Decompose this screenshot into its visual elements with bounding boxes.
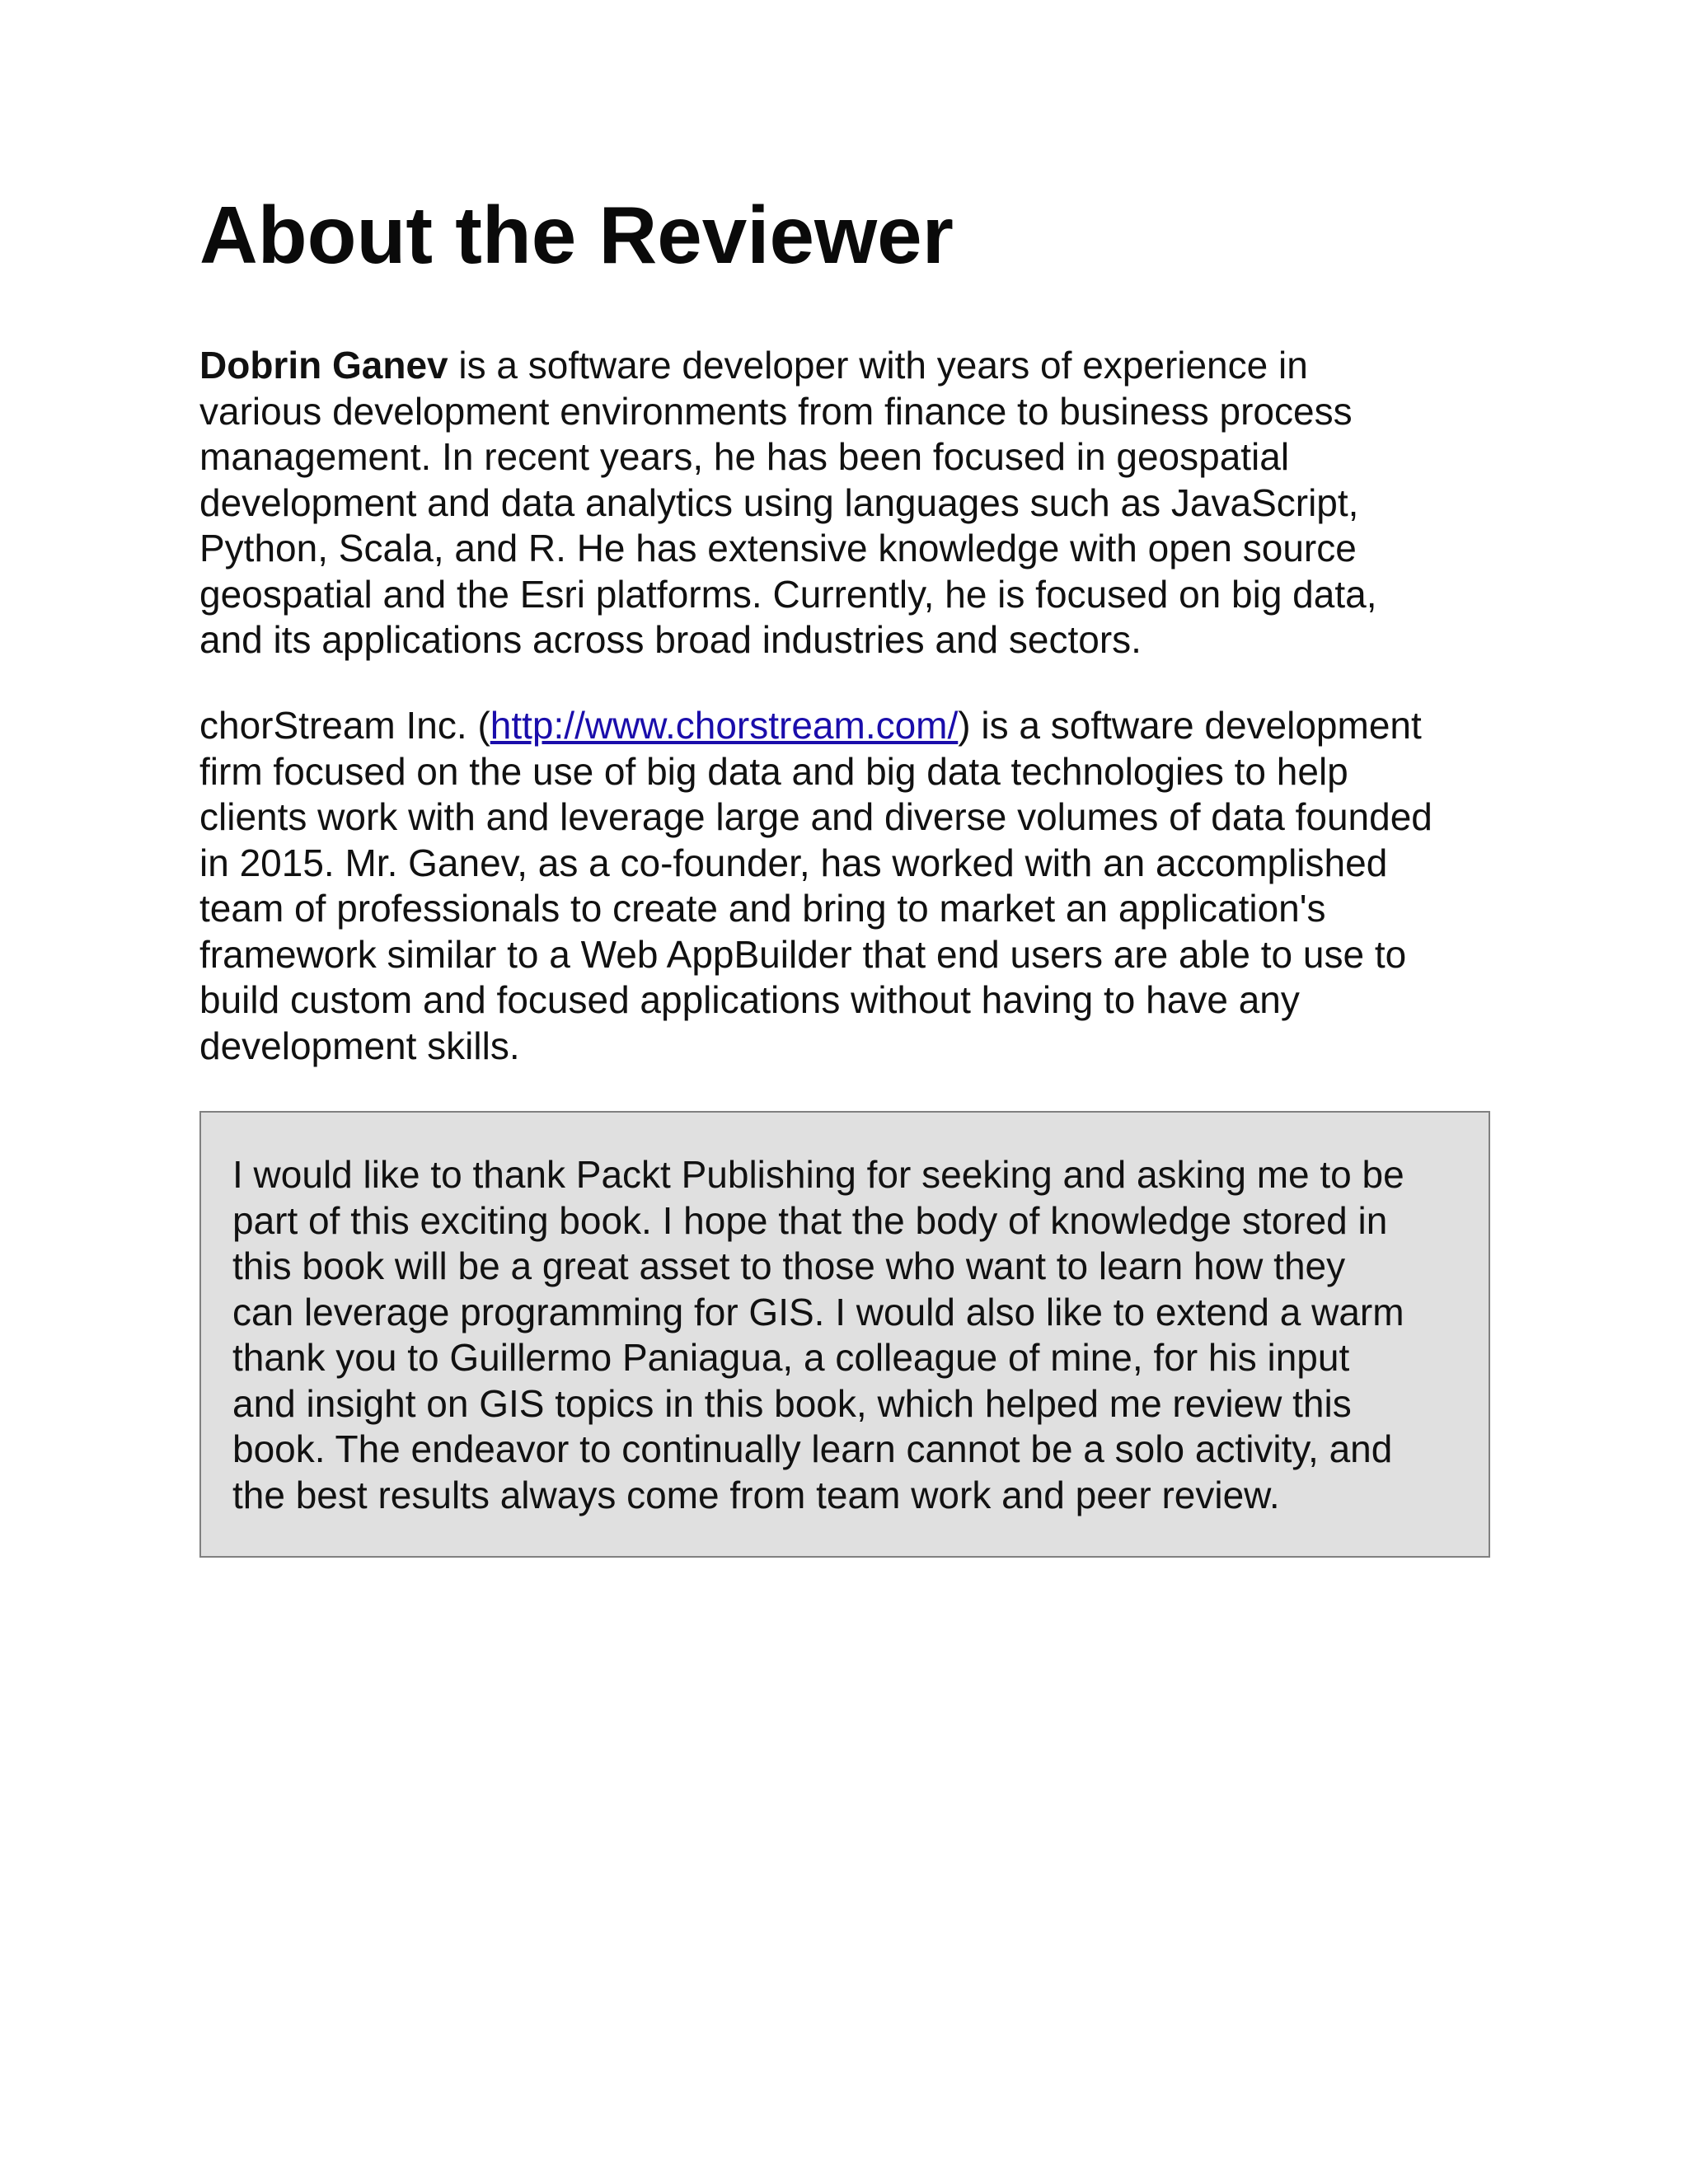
ack-line-8: the best results always come from team work and peer review. [232, 1473, 1280, 1516]
ack-line-3: this book will be a great asset to those who want to learn how they [232, 1244, 1346, 1287]
bio-line-1 [199, 343, 1377, 389]
company-line-6: framework similar to a Web AppBuilder that end users are able to use to [199, 932, 1407, 976]
ack-line-1: I would like to thank Packt Publishing for seeking and asking me to be [232, 1153, 1404, 1196]
bio-line-1-text: is a software developer with years of experience in [448, 344, 1308, 387]
bio-line-2: various development environments from finance to business process [199, 389, 1353, 433]
company-prefix: chorStream Inc. ( [199, 704, 490, 747]
ack-line-6: and insight on GIS topics in this book, which helped me review this [232, 1381, 1352, 1425]
company-line-5: team of professionals to create and bring to market an application's [199, 887, 1326, 930]
ack-line-7: book. The endeavor to continually learn cannot be a solo activity, and [232, 1427, 1393, 1470]
company-website-link[interactable]: http://www.chorstream.com/ [490, 704, 959, 747]
bio-line-6: geospatial and the Esri platforms. Currently, he is focused on big data, [199, 572, 1377, 616]
acknowledgement-text [232, 1152, 1404, 1518]
company-line-4: in 2015. Mr. Ganev, as a co-founder, has worked with an accomplished [199, 841, 1388, 884]
bio-line-3: management. In recent years, he has been focused in geospatial [199, 435, 1290, 478]
ack-line-5: thank you to Guillermo Paniagua, a colleague of mine, for his input [232, 1336, 1350, 1379]
company-paragraph [199, 703, 1432, 1069]
company-line-8: development skills. [199, 1024, 520, 1067]
ack-line-2: part of this exciting book. I hope that the body of knowledge stored in [232, 1198, 1388, 1242]
company-line-7: build custom and focused applications without having to have any [199, 978, 1300, 1021]
bio-line-5: Python, Scala, and R. He has extensive knowledge with open source [199, 527, 1357, 569]
page-title: About the Reviewer [199, 190, 954, 280]
reviewer-name: Dobrin Ganev [199, 344, 448, 387]
company-line-3: clients work with and leverage large and diverse volumes of data founded [199, 795, 1432, 838]
acknowledgement-box [199, 1111, 1490, 1558]
company-line-1 [199, 703, 1432, 749]
ack-line-4: can leverage programming for GIS. I would also like to extend a warm [232, 1290, 1404, 1333]
bio-line-4: development and data analytics using languages such as JavaScript, [199, 480, 1359, 524]
company-line-2: firm focused on the use of big data and big data technologies to help [199, 749, 1348, 793]
bio-line-7: and its applications across broad industries and sectors. [199, 618, 1142, 661]
company-suffix: ) is a software development [958, 704, 1422, 747]
bio-paragraph [199, 343, 1377, 663]
